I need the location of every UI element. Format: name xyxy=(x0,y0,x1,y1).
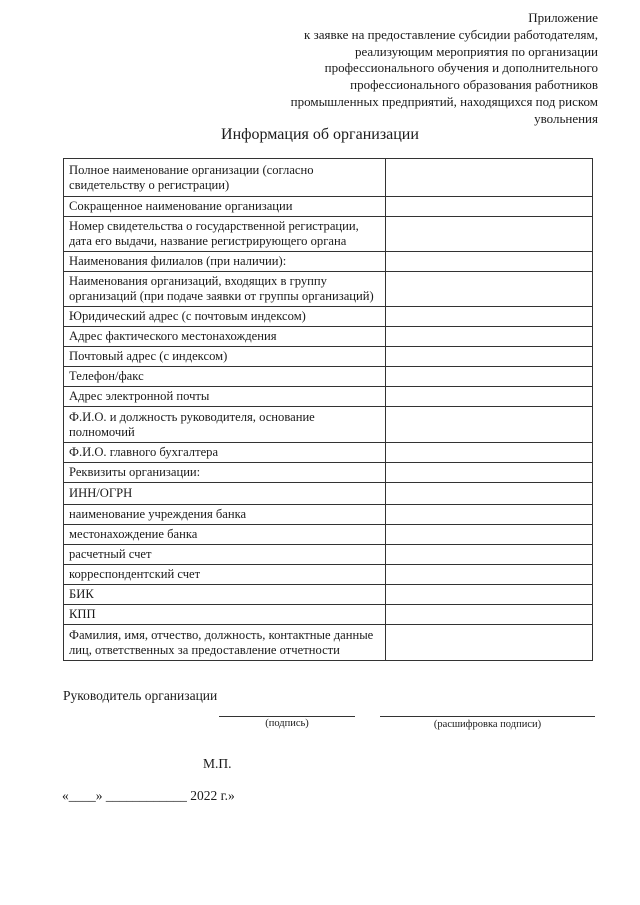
table-row xyxy=(64,505,593,525)
row-label: Полное наименование организации (согласно свидетельству о регистрации) xyxy=(64,159,386,197)
row-value-field[interactable] xyxy=(386,443,593,463)
row-value-field[interactable] xyxy=(386,483,593,505)
table-row xyxy=(64,585,593,605)
row-value-field[interactable] xyxy=(386,625,593,661)
row-value-field[interactable] xyxy=(386,545,593,565)
header-line: профессионального обучения и дополнительного xyxy=(324,60,598,76)
table-row xyxy=(64,272,593,307)
row-value-field[interactable] xyxy=(386,407,593,443)
row-value-field[interactable] xyxy=(386,387,593,407)
table-row xyxy=(64,625,593,661)
row-label: наименование учреждения банка xyxy=(64,505,386,525)
table-row xyxy=(64,407,593,443)
header-line: промышленных предприятий, находящихся под риском xyxy=(290,93,598,109)
row-label: Сокращенное наименование организации xyxy=(64,197,386,217)
table-row xyxy=(64,525,593,545)
row-label: Реквизиты организации: xyxy=(64,463,386,483)
row-label: Почтовый адрес (с индексом) xyxy=(64,347,386,367)
row-label: Ф.И.О. главного бухгалтера xyxy=(64,443,386,463)
signature-caption: (подпись) xyxy=(265,718,309,729)
row-value-field[interactable] xyxy=(386,197,593,217)
row-label: расчетный счет xyxy=(64,545,386,565)
page-title: Информация об организации xyxy=(221,126,419,143)
table-row xyxy=(64,545,593,565)
row-value-field[interactable] xyxy=(386,525,593,545)
row-value-field[interactable] xyxy=(386,159,593,197)
table-row xyxy=(64,327,593,347)
organization-info-table xyxy=(63,158,593,661)
table-row xyxy=(64,387,593,407)
header-line: профессионального образования работников xyxy=(350,77,598,93)
table-row xyxy=(64,217,593,252)
row-label: корреспондентский счет xyxy=(64,565,386,585)
row-value-field[interactable] xyxy=(386,367,593,387)
signature-decode-line[interactable] xyxy=(380,716,595,717)
table-row xyxy=(64,443,593,463)
table-row xyxy=(64,367,593,387)
row-value-field[interactable] xyxy=(386,307,593,327)
row-value-field[interactable] xyxy=(386,463,593,483)
signature-line[interactable] xyxy=(219,716,355,717)
row-label: ИНН/ОГРН xyxy=(64,483,386,505)
header-line: увольнения xyxy=(534,110,598,126)
row-label: Адрес электронной почты xyxy=(64,387,386,407)
header-line: Приложение xyxy=(528,10,598,25)
row-value-field[interactable] xyxy=(386,505,593,525)
row-label: Фамилия, имя, отчество, должность, контактные данные лиц, ответственных за предоставление отчетности xyxy=(64,625,386,661)
row-label: КПП xyxy=(64,605,386,625)
row-label: Телефон/факс xyxy=(64,367,386,387)
date-line[interactable]: «____» ____________ 2022 г.» xyxy=(62,788,235,803)
table-row xyxy=(64,565,593,585)
row-label: Наименования организаций, входящих в группу организаций (при подаче заявки от группы организаций) xyxy=(64,272,386,307)
table-row xyxy=(64,252,593,272)
row-label: Адрес фактического местонахождения xyxy=(64,327,386,347)
table-row xyxy=(64,197,593,217)
table-row xyxy=(64,159,593,197)
row-value-field[interactable] xyxy=(386,217,593,252)
table-row xyxy=(64,307,593,327)
row-label: местонахождение банка xyxy=(64,525,386,545)
row-value-field[interactable] xyxy=(386,565,593,585)
table-row xyxy=(64,483,593,505)
row-value-field[interactable] xyxy=(386,272,593,307)
table-row xyxy=(64,347,593,367)
row-value-field[interactable] xyxy=(386,347,593,367)
table-row xyxy=(64,605,593,625)
row-value-field[interactable] xyxy=(386,252,593,272)
row-value-field[interactable] xyxy=(386,605,593,625)
row-label: Юридический адрес (с почтовым индексом) xyxy=(64,307,386,327)
signature-decode-caption: (расшифровка подписи) xyxy=(433,719,542,730)
row-value-field[interactable] xyxy=(386,327,593,347)
header-line: к заявке на предоставление субсидии работодателям, xyxy=(304,26,598,42)
row-label: Наименования филиалов (при наличии): xyxy=(64,252,386,272)
header-line: реализующим мероприятия по организации xyxy=(354,43,598,59)
table-row xyxy=(64,463,593,483)
row-value-field[interactable] xyxy=(386,585,593,605)
row-label: БИК xyxy=(64,585,386,605)
head-of-organization-label: Руководитель организации xyxy=(63,688,218,703)
row-label: Номер свидетельства о государственной регистрации, дата его выдачи, название регистрирующего органа xyxy=(64,217,386,252)
row-label: Ф.И.О. и должность руководителя, основание полномочий xyxy=(64,407,386,443)
appendix-header xyxy=(218,10,598,128)
stamp-label: М.П. xyxy=(203,756,232,771)
